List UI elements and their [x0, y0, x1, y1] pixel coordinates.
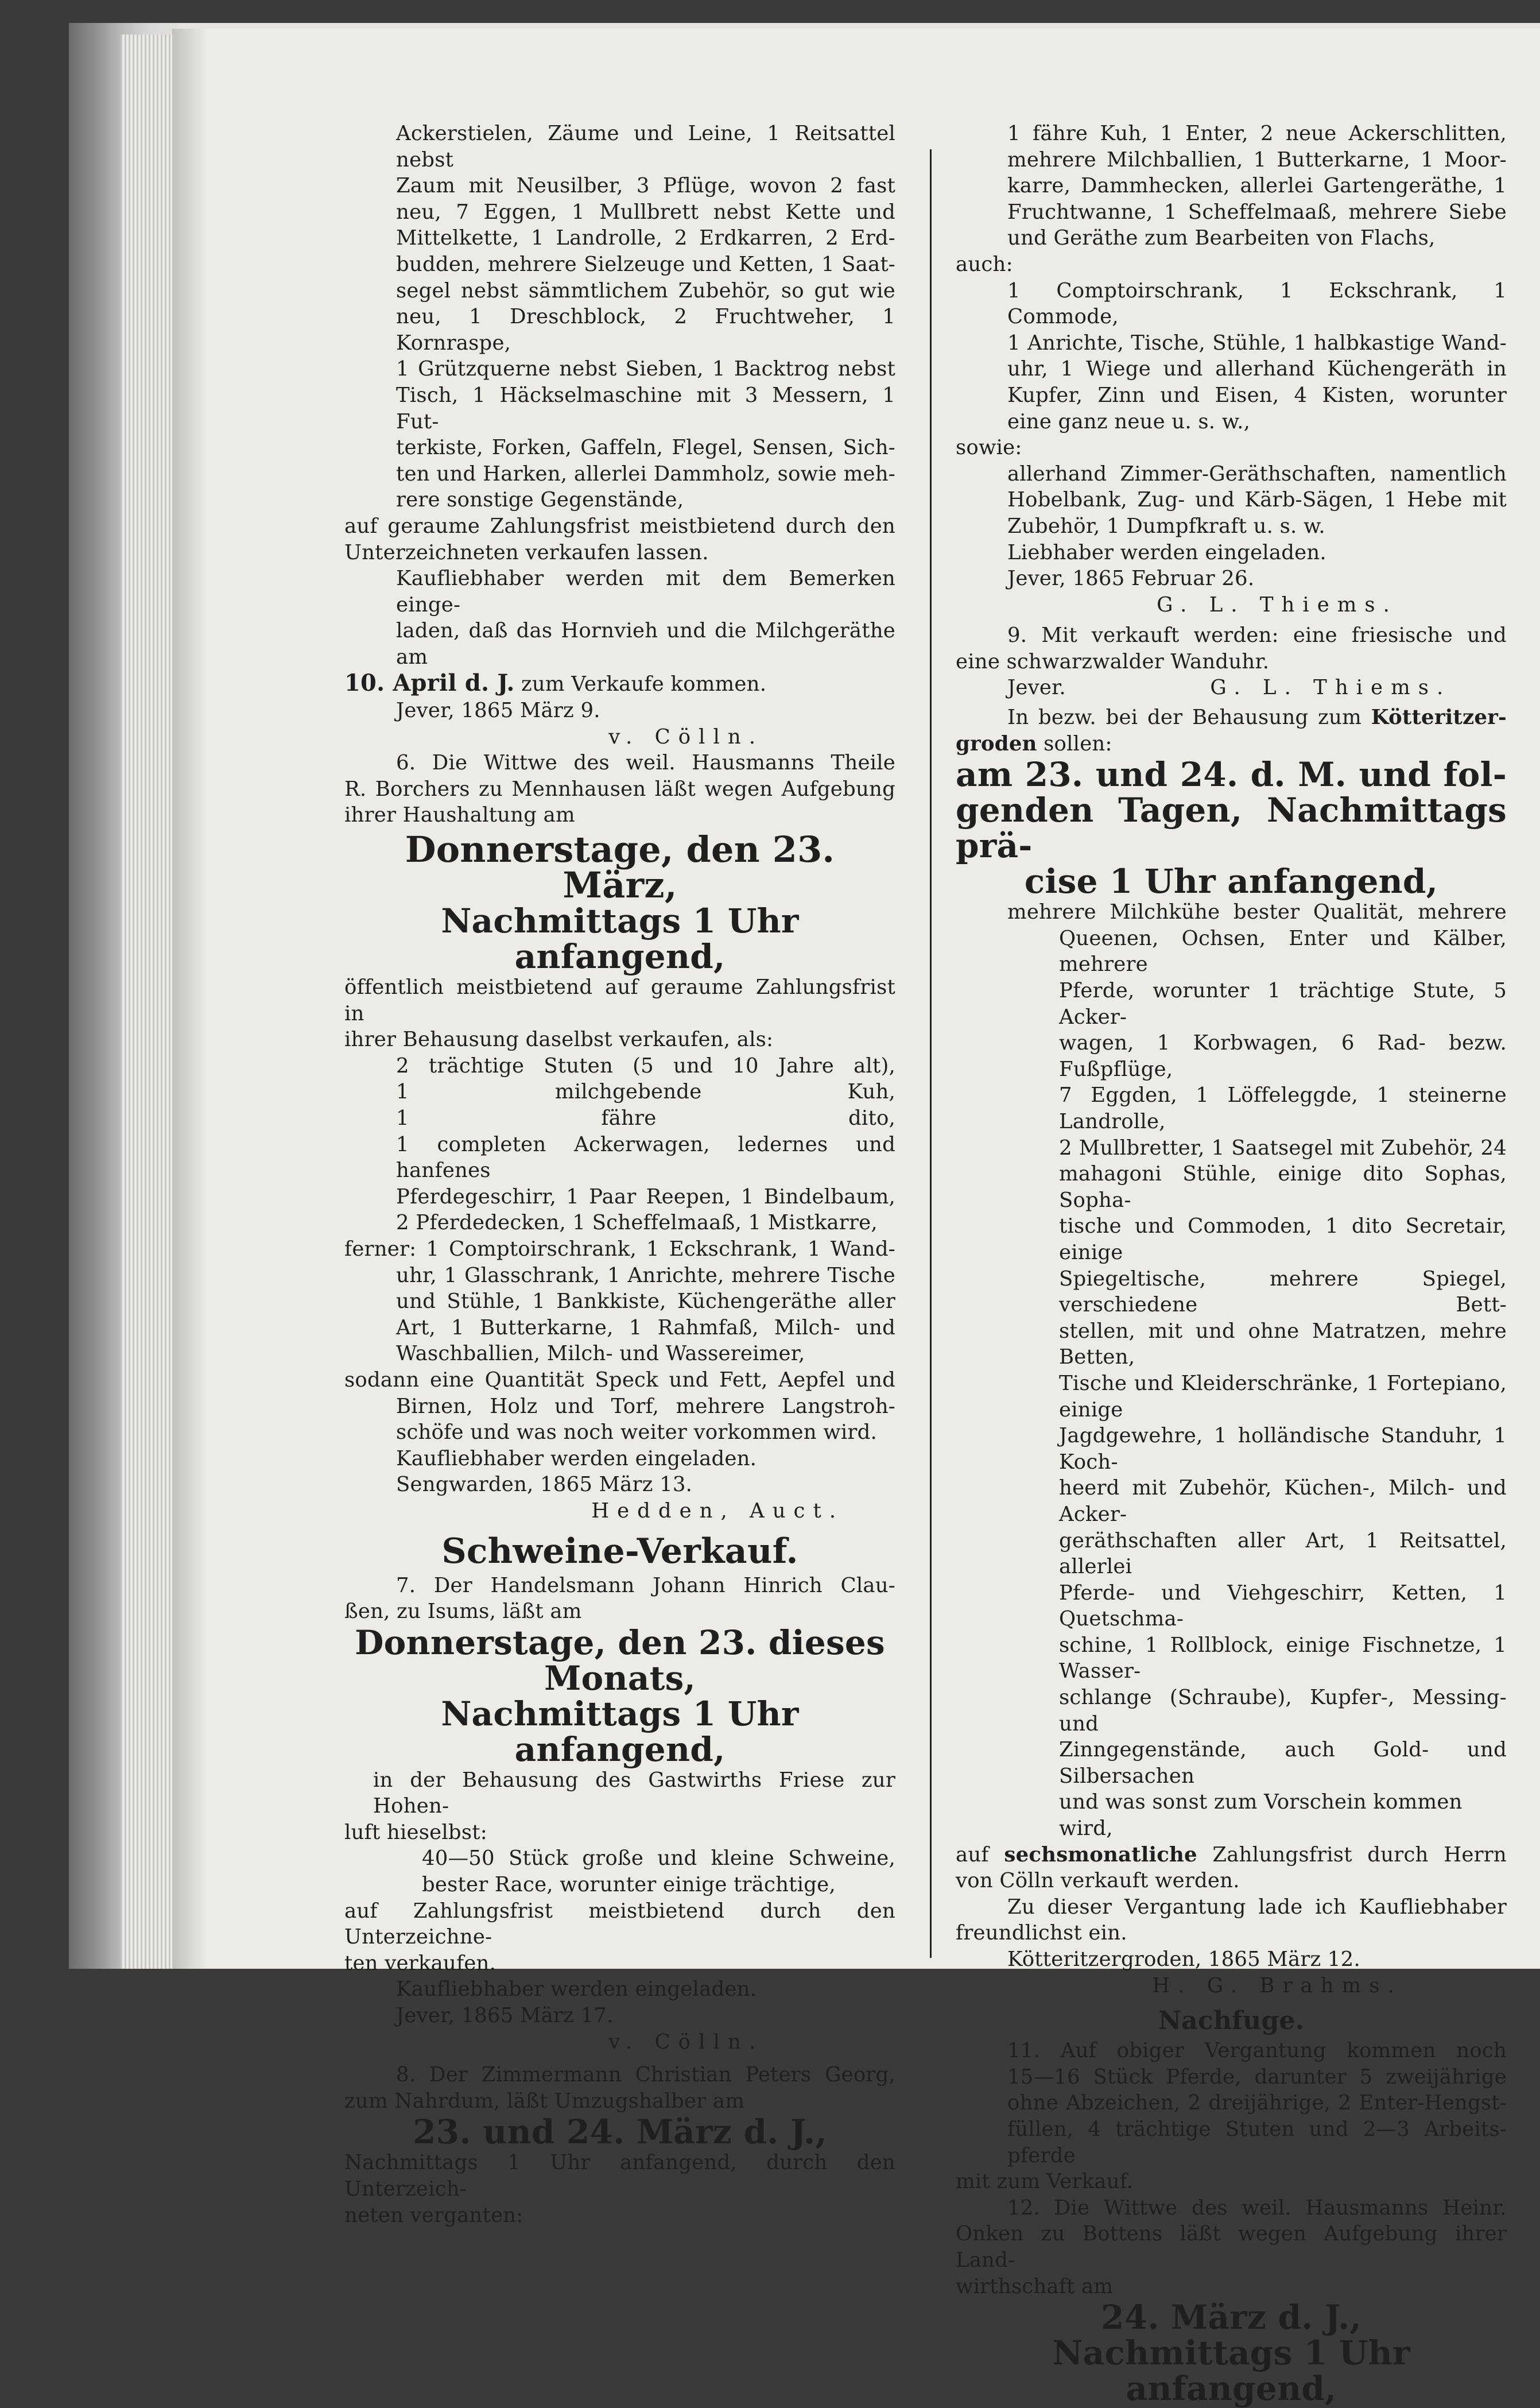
text-line: neten verganten:: [344, 2203, 523, 2227]
ad-11: [956, 2038, 1507, 2169]
text-line: luft hieselbst:: [344, 1820, 487, 1844]
left-column: [344, 121, 895, 2228]
text-line: Unterzeichneten verkaufen lassen.: [344, 540, 709, 564]
text-line: tische und Commoden, 1 dito Secretair, einige: [1059, 1214, 1507, 1264]
ad-9-sign-line: [956, 675, 1507, 701]
text-line: und Stühle, 1 Bankkiste, Küchengeräthe aller: [396, 1290, 895, 1314]
right-block1: [956, 121, 1507, 251]
text-line: ferner: 1 Comptoirschrank, 1 Eckschrank, 1 Wand-: [344, 1237, 895, 1261]
ad-10-sale-a: auf: [956, 1842, 1004, 1867]
text-line: geräthschaften aller Art, 1 Reitsattel, allerlei: [1059, 1528, 1507, 1579]
text-line: wagen, 1 Korbwagen, 6 Rad- bezw. Fußpflüge,: [1059, 1031, 1507, 1081]
gutter-shadow: [172, 29, 207, 1969]
text-line: 15—16 Stück Pferde, darunter 5 zweijährige: [1007, 2065, 1507, 2089]
ad-10-intro-text: In bezw. bei der Behausung zum: [1007, 706, 1371, 730]
ad-7-signature: v. Cölln.: [608, 2030, 763, 2054]
ad-6-invite: Kaufliebhaber werden eingeladen.: [396, 1446, 757, 1470]
ad-6-sale: [344, 974, 895, 1053]
label-sowie: sowie:: [956, 436, 1022, 460]
text-line: schlange (Schraube), Kupfer-, Messing- und: [1059, 1686, 1507, 1736]
text-line: pferde: [1007, 2143, 1076, 2167]
ad-7-time-heading: Nachmittags 1 Uhr anfangend,: [441, 1694, 799, 1769]
text-line: mehrere Milchballien, 1 Butterkarne, 1 Moor-: [1007, 148, 1507, 172]
ad-10-place: Kötteritzergroden, 1865 März 12.: [1007, 1948, 1360, 1971]
ad-10-sale-line2: von Cölln verkauft werden.: [956, 1869, 1240, 1893]
right-block1-place: Jever, 1865 Februar 26.: [1007, 567, 1255, 591]
ad-6-date-heading: Donnerstage, den 23. März,: [405, 829, 835, 907]
text-line: allerhand Zimmer-Geräthschaften, namentlich: [1007, 462, 1507, 486]
text-line: freundlichst ein.: [956, 1921, 1127, 1945]
ad-6-ferner: [344, 1236, 895, 1367]
text-line: Waschballien, Milch- und Wassereimer,: [396, 1342, 805, 1366]
ad-8-intro: [344, 2062, 895, 2114]
right-column: [956, 121, 1507, 2406]
sowie-items: [956, 461, 1507, 540]
text-line: öffentlich meistbietend auf geraume Zahlungsfrist in: [344, 975, 895, 1025]
text-line: Queenen, Ochsen, Enter und Kälber, mehrere: [1059, 926, 1507, 977]
text-line: 7 Eggden, 1 Löffeleggde, 1 steinerne Landrolle,: [1059, 1083, 1507, 1133]
text-line: 9. Mit verkauft werden: eine friesische und: [1007, 624, 1507, 648]
text-line: 2 Mullbretter, 1 Saatsegel mit Zubehör, 24: [1059, 1136, 1507, 1160]
text-line: 7. Der Handelsmann Johann Hinrich Clau-: [396, 1573, 895, 1597]
ad-7-intro: [344, 1573, 895, 1625]
ad-10-heading-1: am 23. und 24. d. M. und fol-: [956, 755, 1507, 795]
ad-8-date-heading: 23. und 24. März d. J.,: [413, 2112, 827, 2152]
ad-10-sale-b: Zahlungsfrist durch Herrn: [1197, 1842, 1507, 1867]
text-line: Pferdegeschirr, 1 Paar Reepen, 1 Bindelbaum,: [396, 1184, 895, 1209]
text-line: 8. Der Zimmermann Christian Peters Georg,: [396, 2063, 895, 2087]
ad-6-intro: [344, 750, 895, 829]
text-line: 1 Anrichte, Tische, Stühle, 1 halbkastige Wand-: [1007, 331, 1507, 355]
ad-12-date-heading: 24. März d. J.,: [1101, 2298, 1361, 2337]
text-line: heerd mit Zubehör, Küchen-, Milch- und Acker-: [1059, 1476, 1507, 1526]
text-line: 1 Grützquerne nebst Sieben, 1 Backtrog nebst: [396, 357, 895, 381]
text-line: eine schwarzwalder Wanduhr.: [956, 649, 1270, 673]
left-block1: [344, 121, 895, 513]
text-line: eine ganz neue u. s. w.,: [1007, 409, 1251, 433]
text-line: neu, 7 Eggen, 1 Mullbrett nebst Kette und: [396, 200, 895, 224]
text-line: 1 fähre dito,: [396, 1106, 895, 1130]
ad-7-sale: [344, 1898, 895, 1977]
text-line: 2 trächtige Stuten (5 und 10 Jahre alt),: [396, 1054, 895, 1078]
right-block1-signature: G. L. Thiems.: [1157, 593, 1398, 617]
text-line: mahagoni Stühle, einige dito Sophas, Sopha-: [1059, 1162, 1507, 1212]
text-line: Zu dieser Vergantung lade ich Kaufliebhaber: [1007, 1895, 1507, 1919]
text-line: 1 Comptoirschrank, 1 Eckschrank, 1 Commode,: [1007, 278, 1507, 329]
ad-10-intro-text-2: sollen:: [1037, 731, 1112, 756]
ad-10-intro-line2: [956, 731, 1507, 757]
text-line: uhr, 1 Glasschrank, 1 Anrichte, mehrere Tische: [396, 1263, 895, 1287]
text-line: Pferde, worunter 1 trächtige Stute, 5 Acker-: [1059, 979, 1507, 1029]
text-line: Tische und Kleiderschränke, 1 Fortepiano, einige: [1059, 1371, 1507, 1422]
ad-7-date-heading: Donnerstage, den 23. dieses Monats,: [355, 1623, 885, 1698]
text-line: Nachmittags 1 Uhr anfangend, durch den Unterzeich-: [344, 2151, 895, 2201]
text-line: R. Borchers zu Mennhausen läßt wegen Aufgebung: [344, 777, 895, 801]
ad-6-items: [344, 1053, 895, 1236]
text-line: 1 fähre Kuh, 1 Enter, 2 neue Ackerschlitten,: [1007, 122, 1507, 145]
ad-6-time-heading: Nachmittags 1 Uhr anfangend,: [441, 901, 799, 977]
text-line: laden, daß das Hornvieh und die Milchgeräthe am: [396, 619, 895, 669]
left-block1-signature: v. Cölln.: [608, 725, 763, 749]
ad-9-signature: G. L. Thiems.: [1210, 676, 1452, 700]
ad-6-place: Sengwarden, 1865 März 13.: [396, 1473, 693, 1497]
text-line: sodann eine Quantität Speck und Fett, Aepfel und: [344, 1368, 895, 1392]
heading-schweine-verkauf: Schweine-Verkauf.: [441, 1531, 798, 1571]
text-line: ßen, zu Isums, läßt am: [344, 1600, 582, 1624]
text-line: neu, 1 Dreschblock, 2 Fruchtweher, 1 Kornraspe,: [396, 305, 895, 355]
text-line: Birnen, Holz und Torf, mehrere Langstroh-: [396, 1394, 895, 1418]
ad-7-place: [344, 1767, 895, 1846]
ad-8-tail: [344, 2150, 895, 2228]
page-stack-edge: [121, 34, 172, 1969]
text-line: in der Behausung des Gastwirths Friese zur Hohen-: [373, 1768, 895, 1818]
text-line: bester Race, worunter einige trächtige,: [422, 1873, 836, 1897]
text-line: und Geräthe zum Bearbeiten von Flachs,: [1007, 226, 1436, 250]
ad-10-signature: H. G. Brahms.: [1152, 1973, 1402, 1997]
left-block1-note: [344, 566, 895, 670]
left-block1-sale: [344, 513, 895, 566]
ad-10-heading-2: genden Tagen, Nachmittags prä-: [956, 791, 1507, 866]
ad-10-sale: [956, 1842, 1507, 1868]
text-line: Zubehör, 1 Dumpfkraft u. s. w.: [1007, 514, 1325, 538]
text-line: Zinngegenstände, auch Gold- und Silbersachen: [1059, 1738, 1507, 1788]
text-line: Mittelkette, 1 Landrolle, 2 Erdkarren, 2 Erd-: [396, 226, 895, 250]
ad-10-place-bold: Kötteritzer-: [1371, 706, 1507, 730]
text-line: uhr, 1 Wiege und allerhand Küchengeräth in: [1007, 357, 1507, 381]
text-line: stellen, mit und ohne Matratzen, mehre Betten,: [1059, 1319, 1507, 1369]
auch-items: [956, 278, 1507, 435]
ad-12-time-heading: Nachmittags 1 Uhr anfangend,: [1052, 2333, 1410, 2408]
label-auch: auch:: [956, 252, 1013, 276]
ad-12-intro: [956, 2195, 1507, 2299]
text-line: schöfe und was noch weiter vorkommen wird.: [396, 1420, 877, 1445]
text-line: Kupfer, Zinn und Eisen, 4 Kisten, worunter: [1007, 383, 1507, 407]
text-line: 2 Pferdedecken, 1 Scheffelmaaß, 1 Mistkarre,: [396, 1211, 878, 1235]
text-line: auf geraume Zahlungsfrist meistbietend durch den: [344, 514, 895, 538]
ad-10-place-bold-2: groden: [956, 731, 1037, 756]
text-line: füllen, 4 trächtige Stuten und 2—3 Arbeits-: [1007, 2117, 1507, 2141]
left-block1-place: Jever, 1865 März 9.: [396, 699, 600, 723]
ad-10-items: [956, 899, 1507, 1841]
column-rule: [930, 149, 932, 1958]
ad-6-signature: Hedden, Auct.: [591, 1499, 844, 1523]
text-line: 1 completen Ackerwagen, ledernes und hanfenes: [396, 1132, 895, 1183]
ad-10-heading-3: cise 1 Uhr anfangend,: [1024, 862, 1438, 901]
ad-9-place: Jever.: [1007, 676, 1066, 700]
ad-6-sodann: [344, 1367, 895, 1446]
text-line: Hobelbank, Zug- und Kärb-Sägen, 1 Hebe mit: [1007, 488, 1507, 512]
text-line: Tisch, 1 Häckselmaschine mit 3 Messern, 1 Fut-: [396, 383, 895, 433]
heading-nachfuge: Nachfuge.: [1158, 2006, 1305, 2036]
text-line: Jagdgewehre, 1 holländische Standuhr, 1 Koch-: [1059, 1424, 1507, 1474]
ad-10-sale-bold: sechsmonatliche: [1004, 1842, 1197, 1867]
text-line: Spiegeltische, mehrere Spiegel, verschiedene Bett-: [1059, 1267, 1507, 1317]
text-line: budden, mehrere Sielzeuge und Ketten, 1 Saat-: [396, 252, 895, 276]
text-line: Kaufliebhaber werden mit dem Bemerken einge-: [396, 567, 895, 617]
ad-9: [956, 622, 1507, 675]
text-line: wirthschaft am: [956, 2274, 1114, 2298]
left-block1-date-line: [344, 670, 895, 698]
text-line: 12. Die Wittwe des weil. Hausmanns Heinr.: [1007, 2196, 1507, 2220]
text-line: zum Nahrdum, läßt Umzugshalber am: [344, 2089, 745, 2113]
ad-11-tail: mit zum Verkauf.: [956, 2170, 1134, 2194]
text-line: Fruchtwanne, 1 Scheffelmaaß, mehrere Siebe: [1007, 200, 1507, 224]
ad-7-items: [344, 1845, 895, 1898]
text-line: mehrere Milchkühe bester Qualität, mehrere: [1007, 900, 1507, 924]
text-line: Pferde- und Viehgeschirr, Ketten, 1 Quetschma-: [1059, 1581, 1507, 1631]
text-line: und was sonst zum Vorschein kommen wird,: [1059, 1790, 1463, 1841]
text-line: Onken zu Bottens läßt wegen Aufgebung ihrer Land-: [956, 2222, 1507, 2272]
text-line: rere sonstige Gegenstände,: [396, 488, 684, 512]
text-line: Zaum mit Neusilber, 3 Pflüge, wovon 2 fast: [396, 174, 895, 198]
text-line: ten verkaufen.: [344, 1951, 496, 1975]
ad-7-place-date: Jever, 1865 März 17.: [396, 2004, 614, 2028]
auction-date-rest: zum Verkaufe kommen.: [514, 672, 767, 696]
text-line: schine, 1 Rollblock, einige Fischnetze, 1 Wasser-: [1059, 1633, 1507, 1683]
text-line: auf Zahlungsfrist meistbietend durch den Unterzeichne-: [344, 1899, 895, 1949]
text-line: segel nebst sämmtlichem Zubehör, so gut wie: [396, 278, 895, 303]
text-line: 11. Auf obiger Vergantung kommen noch: [1007, 2039, 1507, 2063]
text-line: 6. Die Wittwe des weil. Hausmanns Theile: [396, 751, 895, 775]
text-line: karre, Dammhecken, allerlei Gartengeräthe, 1: [1007, 174, 1507, 198]
ad-10-invite: [956, 1894, 1507, 1946]
text-line: ihrer Haushaltung am: [344, 803, 575, 827]
ad-10-intro: [956, 704, 1507, 731]
auction-date-bold: 10. April d. J.: [344, 669, 515, 697]
text-line: ten und Harken, allerlei Dammholz, sowie meh-: [396, 462, 895, 486]
ad-7-invite: Kaufliebhaber werden eingeladen.: [396, 1977, 757, 2001]
text-line: 1 milchgebende Kuh,: [396, 1080, 895, 1104]
text-line: terkiste, Forken, Gaffeln, Flegel, Sensen, Sich-: [396, 436, 895, 460]
right-block1-invite: Liebhaber werden eingeladen.: [1007, 540, 1326, 564]
text-line: Art, 1 Butterkarne, 1 Rahmfaß, Milch- und: [396, 1315, 895, 1340]
text-line: ihrer Behausung daselbst verkaufen, als:: [344, 1028, 774, 1052]
text-line: ohne Abzeichen, 2 dreijährige, 2 Enter-Hengst-: [1007, 2091, 1507, 2115]
text-line: Ackerstielen, Zäume und Leine, 1 Reitsattel nebst: [396, 122, 895, 172]
text-line: 40—50 Stück große und kleine Schweine,: [422, 1846, 895, 1871]
